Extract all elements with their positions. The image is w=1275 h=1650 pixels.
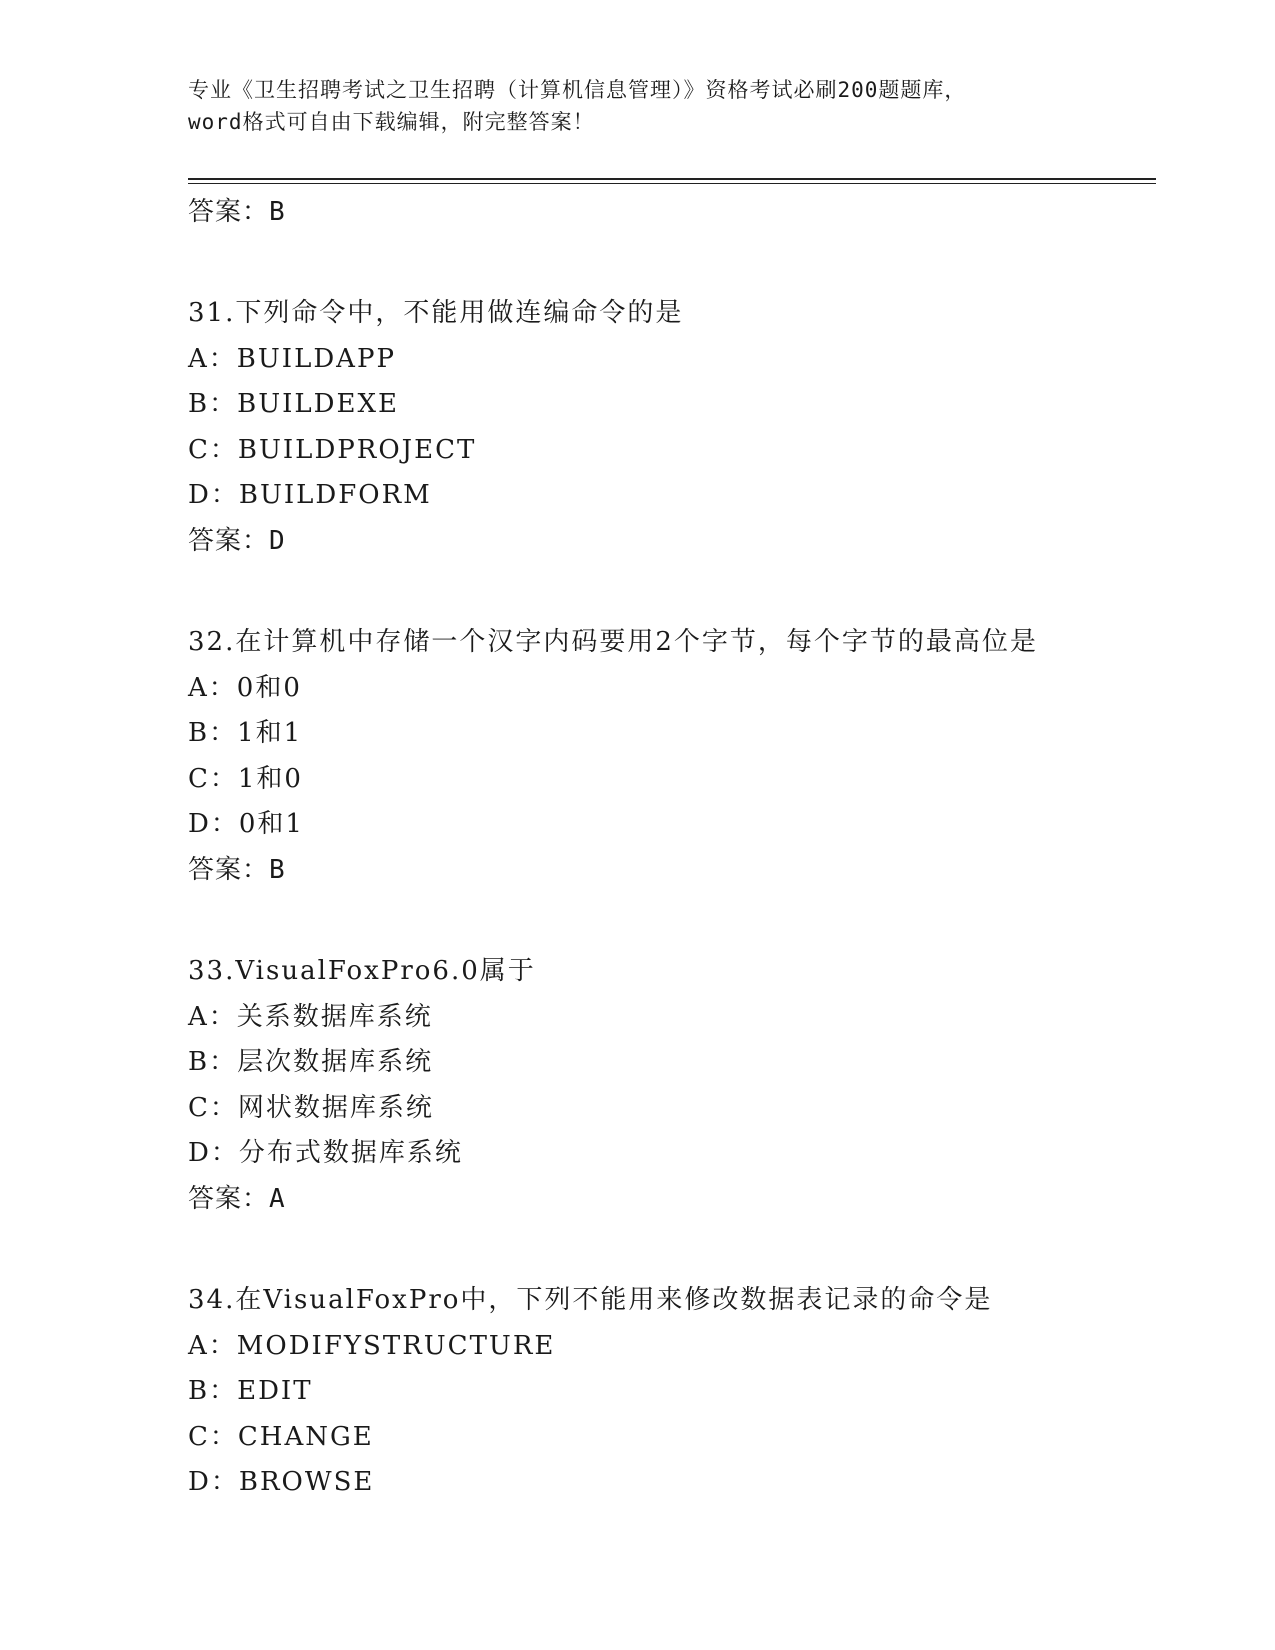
option-b: B：EDIT <box>188 1376 313 1407</box>
previous-answer: 答案：B <box>188 197 286 227</box>
question-31 <box>188 291 1156 564</box>
option-a: A：关系数据库系统 <box>188 1001 433 1032</box>
question-33 <box>188 949 1156 1222</box>
question-answer: 答案：D <box>188 525 286 556</box>
question-stem: 31.下列命令中，不能用做连编命令的是 <box>188 298 684 328</box>
header-line-2: word格式可自由下载编辑，附完整答案！ <box>188 110 595 134</box>
option-d: D：BUILDFORM <box>188 480 432 511</box>
option-a: A：MODIFYSTRUCTURE <box>188 1330 556 1361</box>
option-b: B：层次数据库系统 <box>188 1047 434 1078</box>
option-d: D：0和1 <box>188 809 304 840</box>
document-header <box>188 74 1108 138</box>
question-answer: 答案：B <box>188 854 286 885</box>
question-list <box>188 190 1156 1506</box>
option-a: A：BUILDAPP <box>188 343 396 374</box>
option-c: C：网状数据库系统 <box>188 1092 434 1123</box>
header-rule-thick <box>188 178 1156 180</box>
question-stem: 32.在计算机中存储一个汉字内码要用2个字节，每个字节的最高位是 <box>188 626 1038 657</box>
question-stem: 33.VisualFoxPro6.0属于 <box>188 955 536 986</box>
question-32 <box>188 620 1156 893</box>
option-d: D：分布式数据库系统 <box>188 1138 463 1169</box>
option-a: A：0和0 <box>188 672 302 703</box>
question-34 <box>188 1278 1156 1506</box>
option-b: B：1和1 <box>188 718 303 749</box>
option-d: D：BROWSE <box>188 1467 375 1498</box>
header-rule-thin <box>188 183 1156 184</box>
question-answer: 答案：A <box>188 1183 286 1214</box>
header-line-1: 专业《卫生招聘考试之卫生招聘（计算机信息管理）》资格考试必刷200题题库， <box>188 78 967 102</box>
option-c: C：CHANGE <box>188 1421 374 1452</box>
option-c: C：BUILDPROJECT <box>188 434 477 465</box>
option-c: C：1和0 <box>188 763 303 794</box>
option-b: B：BUILDEXE <box>188 389 399 420</box>
question-stem: 34.在VisualFoxPro中，下列不能用来修改数据表记录的命令是 <box>188 1284 993 1315</box>
